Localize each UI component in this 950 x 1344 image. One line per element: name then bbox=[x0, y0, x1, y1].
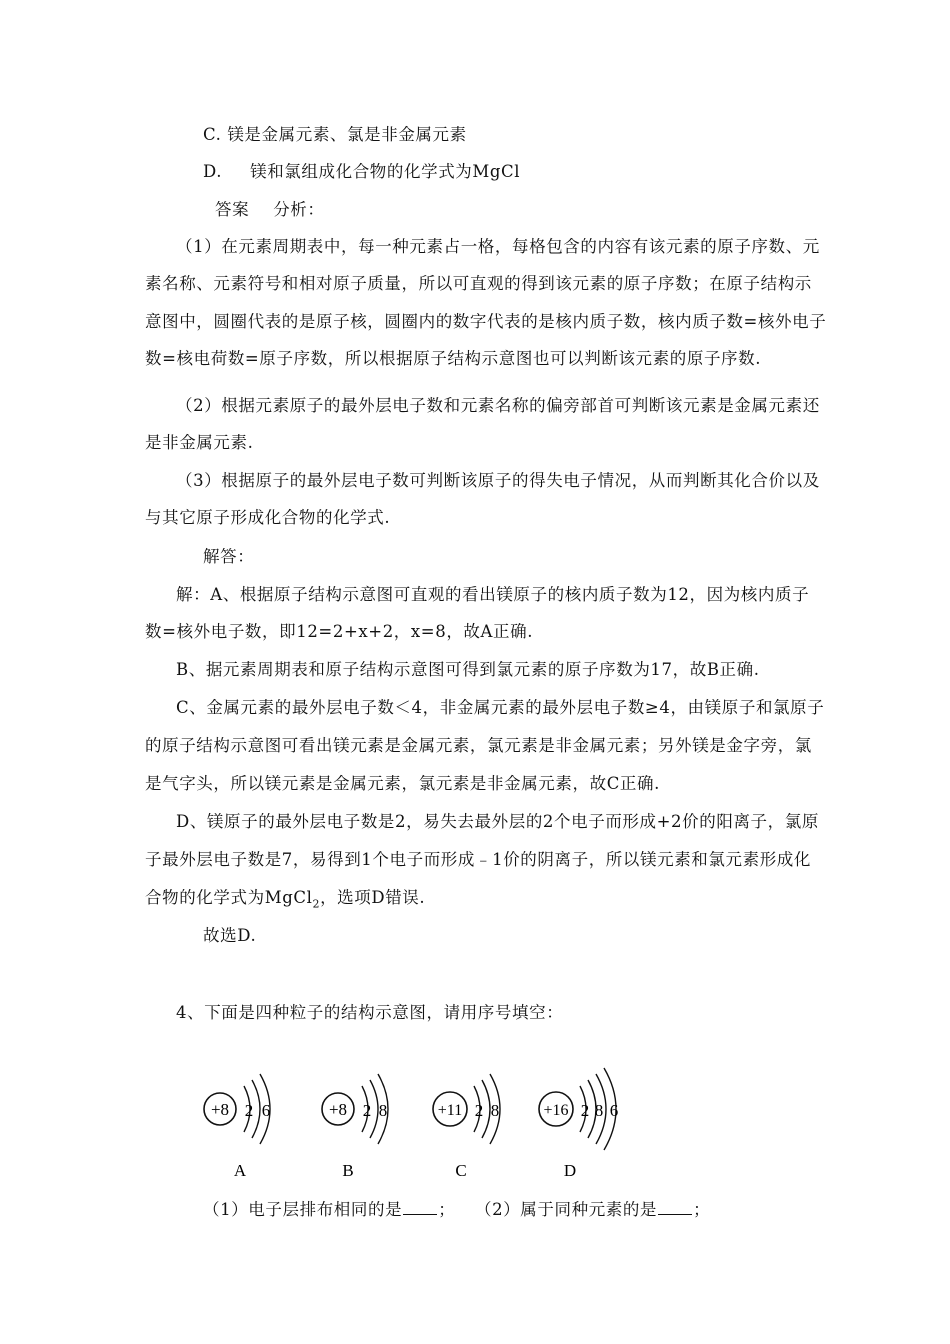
analysis-p2-line2: 是非金属元素. bbox=[145, 433, 254, 452]
solution-a-line2: 数=核外电子数，即12=2+x+2，x=8，故A正确. bbox=[145, 622, 534, 641]
solution-d-line2: 子最外层电子数是7，易得到1个电子而形成﹣1价的阴离子，所以镁元素和氯元素形成化 bbox=[145, 850, 811, 869]
nucleus-charge: +8 bbox=[328, 1100, 348, 1119]
shell-2-electrons: 6 bbox=[261, 1101, 271, 1120]
solution-d-line1: D、镁原子的最外层电子数是2，易失去最外层的2个电子而形成+2价的阳离子，氯原 bbox=[176, 812, 819, 831]
q1-text: （1）电子层排布相同的是 bbox=[203, 1200, 403, 1219]
formula-tail: ，选项D错误. bbox=[320, 888, 426, 907]
atom-diagram-b bbox=[308, 1080, 398, 1194]
analysis-p1-line4: 数=核电荷数=原子序数，所以根据原子结构示意图也可以判断该元素的原子序数. bbox=[145, 349, 762, 368]
q2-text: （2）属于同种元素的是 bbox=[475, 1200, 658, 1219]
q1-end: ； bbox=[438, 1200, 456, 1219]
analysis-p3-line1: （3）根据原子的最外层电子数可判断该原子的得失电子情况，从而判断其化合价以及 bbox=[176, 471, 820, 490]
q2-end: ； bbox=[693, 1200, 711, 1219]
question4-sub2 bbox=[475, 1198, 710, 1221]
solution-c-line2: 的原子结构示意图可看出镁元素是金属元素，氯元素是非金属元素；另外镁是金字旁，氯 bbox=[145, 736, 812, 755]
shell-1-electrons: 2 bbox=[580, 1101, 590, 1120]
particle-label: C bbox=[455, 1161, 467, 1180]
option-d bbox=[203, 161, 520, 183]
particle-label: A bbox=[233, 1161, 247, 1180]
option-d-prefix: D. bbox=[203, 162, 223, 181]
nucleus-charge: +8 bbox=[210, 1100, 230, 1119]
solution-a-text: 解：A、根据原子结构示意图可直观的看出镁原子的核内质子数为12，因为核内质 bbox=[176, 585, 793, 604]
solution-conclusion: 故选D. bbox=[203, 926, 257, 945]
q1-answer-blank[interactable] bbox=[403, 1198, 437, 1215]
atom-diagram-d bbox=[530, 1080, 640, 1194]
shell-1-electrons: 2 bbox=[244, 1101, 254, 1120]
nucleus-charge: +11 bbox=[437, 1102, 463, 1119]
nucleus-charge: +16 bbox=[543, 1102, 569, 1119]
particle-label: D bbox=[563, 1161, 577, 1180]
solution-c-line3: 是气字头，所以镁元素是金属元素，氯元素是非金属元素，故C正确. bbox=[145, 774, 660, 793]
atom-diagram-c bbox=[420, 1080, 510, 1194]
formula-text: 合物的化学式为MgCl bbox=[145, 888, 313, 907]
analysis-p1-line1: （1）在元素周期表中，每一种元素占一格，每格包含的内容有该元素的原子序数、元 bbox=[176, 237, 820, 256]
shell-3-electrons: 6 bbox=[609, 1101, 619, 1120]
shell-1-electrons: 2 bbox=[362, 1101, 372, 1120]
option-c: C. 镁是金属元素、氯是非金属元素 bbox=[203, 125, 467, 144]
solution-c-line1: C、金属元素的最外层电子数＜4，非金属元素的最外层电子数≥4，由镁原子和氯原子 bbox=[176, 698, 825, 717]
shell-2-electrons: 8 bbox=[594, 1101, 604, 1120]
atom-diagram-a bbox=[200, 1080, 290, 1194]
question4-title: 4、下面是四种粒子的结构示意图，请用序号填空： bbox=[176, 1003, 564, 1022]
option-d-text: 镁和氯组成化合物的化学式为MgCl bbox=[250, 162, 521, 181]
shell-1-electrons: 2 bbox=[474, 1101, 484, 1120]
analysis-p2-line1: （2）根据元素原子的最外层电子数和元素名称的偏旁部首可判断该元素是金属元素还 bbox=[176, 396, 820, 415]
analysis-p1-line2: 素名称、元素符号和相对原子质量，所以可直观的得到该元素的原子序数；在原子结构示 bbox=[145, 274, 812, 293]
solution-a-line1 bbox=[176, 584, 809, 606]
particle-label: B bbox=[342, 1161, 354, 1180]
shell-2-electrons: 8 bbox=[490, 1101, 500, 1120]
shell-2-electrons: 8 bbox=[378, 1101, 388, 1120]
solution-heading: 解答： bbox=[203, 547, 255, 566]
analysis-p3-line2: 与其它原子形成化合物的化学式. bbox=[145, 508, 391, 527]
analysis-p1-line3: 意图中，圆圈代表的是原子核，圆圈内的数字代表的是核内质子数，核内质子数=核外电子 bbox=[145, 312, 827, 331]
solution-d-line3 bbox=[145, 887, 425, 915]
answer-heading bbox=[215, 199, 325, 221]
question4-sub1 bbox=[203, 1198, 455, 1221]
solution-a-end: 子 bbox=[792, 585, 810, 604]
q2-answer-blank[interactable] bbox=[658, 1198, 692, 1215]
answer-label: 答案 bbox=[215, 200, 250, 219]
formula-subscript: 2 bbox=[312, 897, 321, 911]
analysis-label: 分析： bbox=[273, 200, 325, 219]
solution-b: B、据元素周期表和原子结构示意图可得到氯元素的原子序数为17，故B正确. bbox=[176, 660, 760, 679]
